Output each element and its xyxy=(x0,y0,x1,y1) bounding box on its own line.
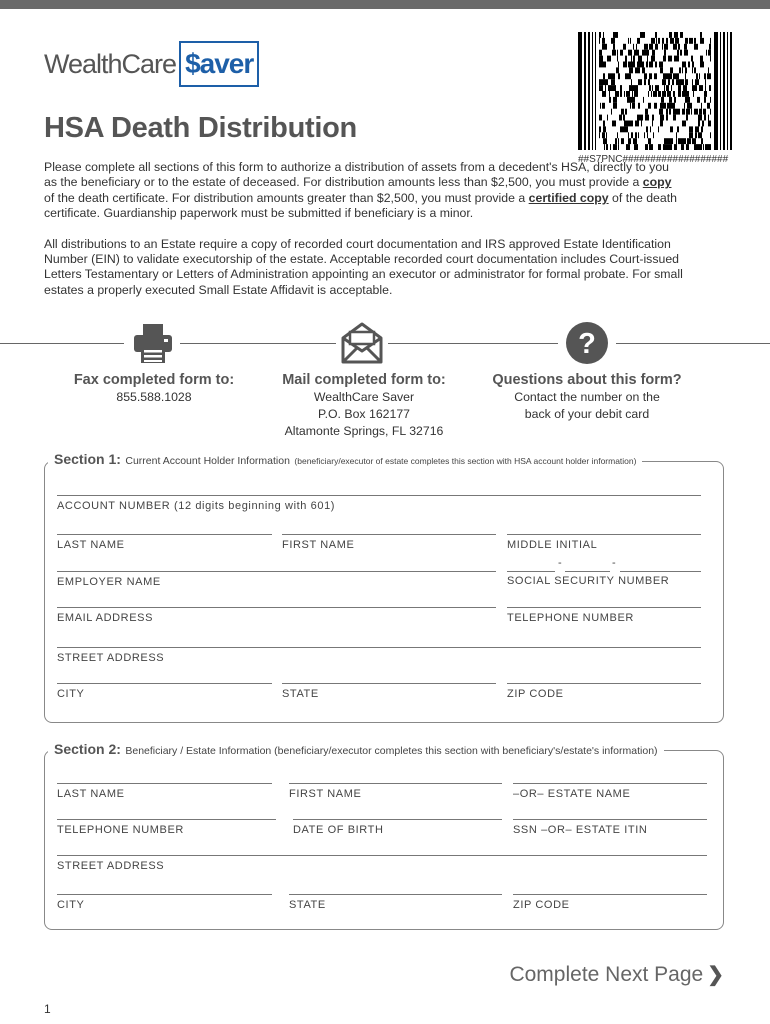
intro-p1-a: Please complete all sections of this form to authorize a distribution of assets from a decedent's HSA, directly to you as the beneficiary or to the estate of deceased. For distribution amounts less than $2,500, you must provide a xyxy=(44,160,670,190)
date-of-birth-field[interactable]: DATE OF BIRTH xyxy=(293,819,502,836)
section-2-header xyxy=(48,741,664,759)
ssn-dash-1: - xyxy=(558,557,562,569)
question-icon xyxy=(562,318,612,368)
logo-saver-box xyxy=(179,41,259,87)
mail-contact xyxy=(268,372,460,439)
complete-next-page xyxy=(509,962,724,987)
state-field[interactable]: STATE xyxy=(282,683,496,700)
questions-contact xyxy=(482,372,692,422)
city-field[interactable]: CITY xyxy=(57,683,272,700)
copy-emphasis: copy xyxy=(642,175,672,190)
fax-number: 855.588.1028 xyxy=(116,390,192,404)
logo-saver-text: $aver xyxy=(185,48,254,79)
beneficiary-zip-field[interactable]: ZIP CODE xyxy=(513,894,707,911)
intro-p1-b: of the death certificate. For distribution amounts greater than $2,500, you must provide a xyxy=(44,190,529,205)
pdf417-barcode xyxy=(578,32,732,150)
beneficiary-last-name-field[interactable]: LAST NAME xyxy=(57,783,272,800)
section-2-desc: Beneficiary / Estate Information (beneficiary/executor completes this section with beneficiary's/estate's information) xyxy=(125,745,658,757)
svg-text:?: ? xyxy=(578,328,596,360)
mail-line-1: WealthCare Saver xyxy=(313,390,415,404)
beneficiary-street-field[interactable]: STREET ADDRESS xyxy=(57,855,707,872)
section-1-header xyxy=(48,451,642,469)
employer-name-field[interactable]: EMPLOYER NAME xyxy=(57,571,496,588)
street-address-field[interactable]: STREET ADDRESS xyxy=(57,647,701,664)
email-field[interactable]: EMAIL ADDRESS xyxy=(57,607,496,624)
certified-copy-emphasis: certified copy xyxy=(528,190,609,205)
page-title: HSA Death Distribution xyxy=(44,112,357,144)
last-name-field[interactable]: LAST NAME xyxy=(57,534,272,551)
beneficiary-city-field[interactable]: CITY xyxy=(57,894,272,911)
chevron-right-icon: ❯ xyxy=(707,964,724,986)
fax-icon xyxy=(128,318,178,368)
questions-heading: Questions about this form? xyxy=(492,372,682,388)
mail-line-3: Altamonte Springs, FL 32716 xyxy=(284,424,444,438)
divider-line xyxy=(0,343,124,344)
middle-initial-field[interactable]: MIDDLE INITIAL xyxy=(507,534,701,551)
divider-line xyxy=(616,343,770,344)
telephone-field[interactable]: TELEPHONE NUMBER xyxy=(507,607,701,624)
ssn-itin-field[interactable]: SSN –OR– ESTATE ITIN xyxy=(513,819,707,836)
first-name-field[interactable]: FIRST NAME xyxy=(282,534,496,551)
intro-paragraph-2: All distributions to an Estate require a copy of recorded court documentation and IRS approved Estate Identification Number (EIN) to validate executorship of the estate. Acceptable recorded court documentation includes Court-issued Letters Testamentary or Letters of Administration appointing an executor or administrator for formal probate. For small estates a properly executed Small Estate Affidavit is acceptable. xyxy=(44,236,683,297)
top-bar xyxy=(0,0,770,9)
section-2-label: Section 2: xyxy=(54,741,121,757)
beneficiary-state-field[interactable]: STATE xyxy=(289,894,502,911)
barcode-code: ##S7PNC################### xyxy=(578,154,729,165)
section-1-note: (beneficiary/executor of estate completes this section with HSA account holder information) xyxy=(294,456,637,466)
ssn-label: SOCIAL SECURITY NUMBER xyxy=(507,575,670,587)
logo-wordmark: WealthCare xyxy=(44,48,177,79)
mail-line-2: P.O. Box 162177 xyxy=(317,407,411,421)
account-number-field[interactable]: ACCOUNT NUMBER (12 digits beginning with 601) xyxy=(57,495,701,512)
mail-icon xyxy=(337,318,387,368)
page-number: 1 xyxy=(44,1002,51,1016)
next-page-label: Complete Next Page xyxy=(509,962,704,986)
intro-p1-c: of the death certificate. Guardianship paperwork must be submitted if beneficiary is a minor. xyxy=(44,190,677,221)
estate-name-field[interactable]: –OR– ESTATE NAME xyxy=(513,783,707,800)
section-1-desc: Current Account Holder Information xyxy=(125,455,290,467)
divider-line xyxy=(180,343,336,344)
intro-text xyxy=(44,160,684,298)
ssn-dash-2: - xyxy=(612,557,616,569)
mail-heading: Mail completed form to: xyxy=(282,372,446,388)
beneficiary-telephone-field[interactable]: TELEPHONE NUMBER xyxy=(57,819,276,836)
fax-heading: Fax completed form to: xyxy=(73,372,235,388)
fax-contact xyxy=(64,372,244,405)
questions-line-2: back of your debit card xyxy=(524,407,650,421)
questions-line-1: Contact the number on the xyxy=(514,390,660,404)
beneficiary-first-name-field[interactable]: FIRST NAME xyxy=(289,783,502,800)
zip-code-field[interactable]: ZIP CODE xyxy=(507,683,701,700)
intro-paragraph-1 xyxy=(44,160,684,222)
wealthcare-saver-logo xyxy=(44,40,259,88)
section-1-label: Section 1: xyxy=(54,451,121,467)
divider-line xyxy=(388,343,558,344)
